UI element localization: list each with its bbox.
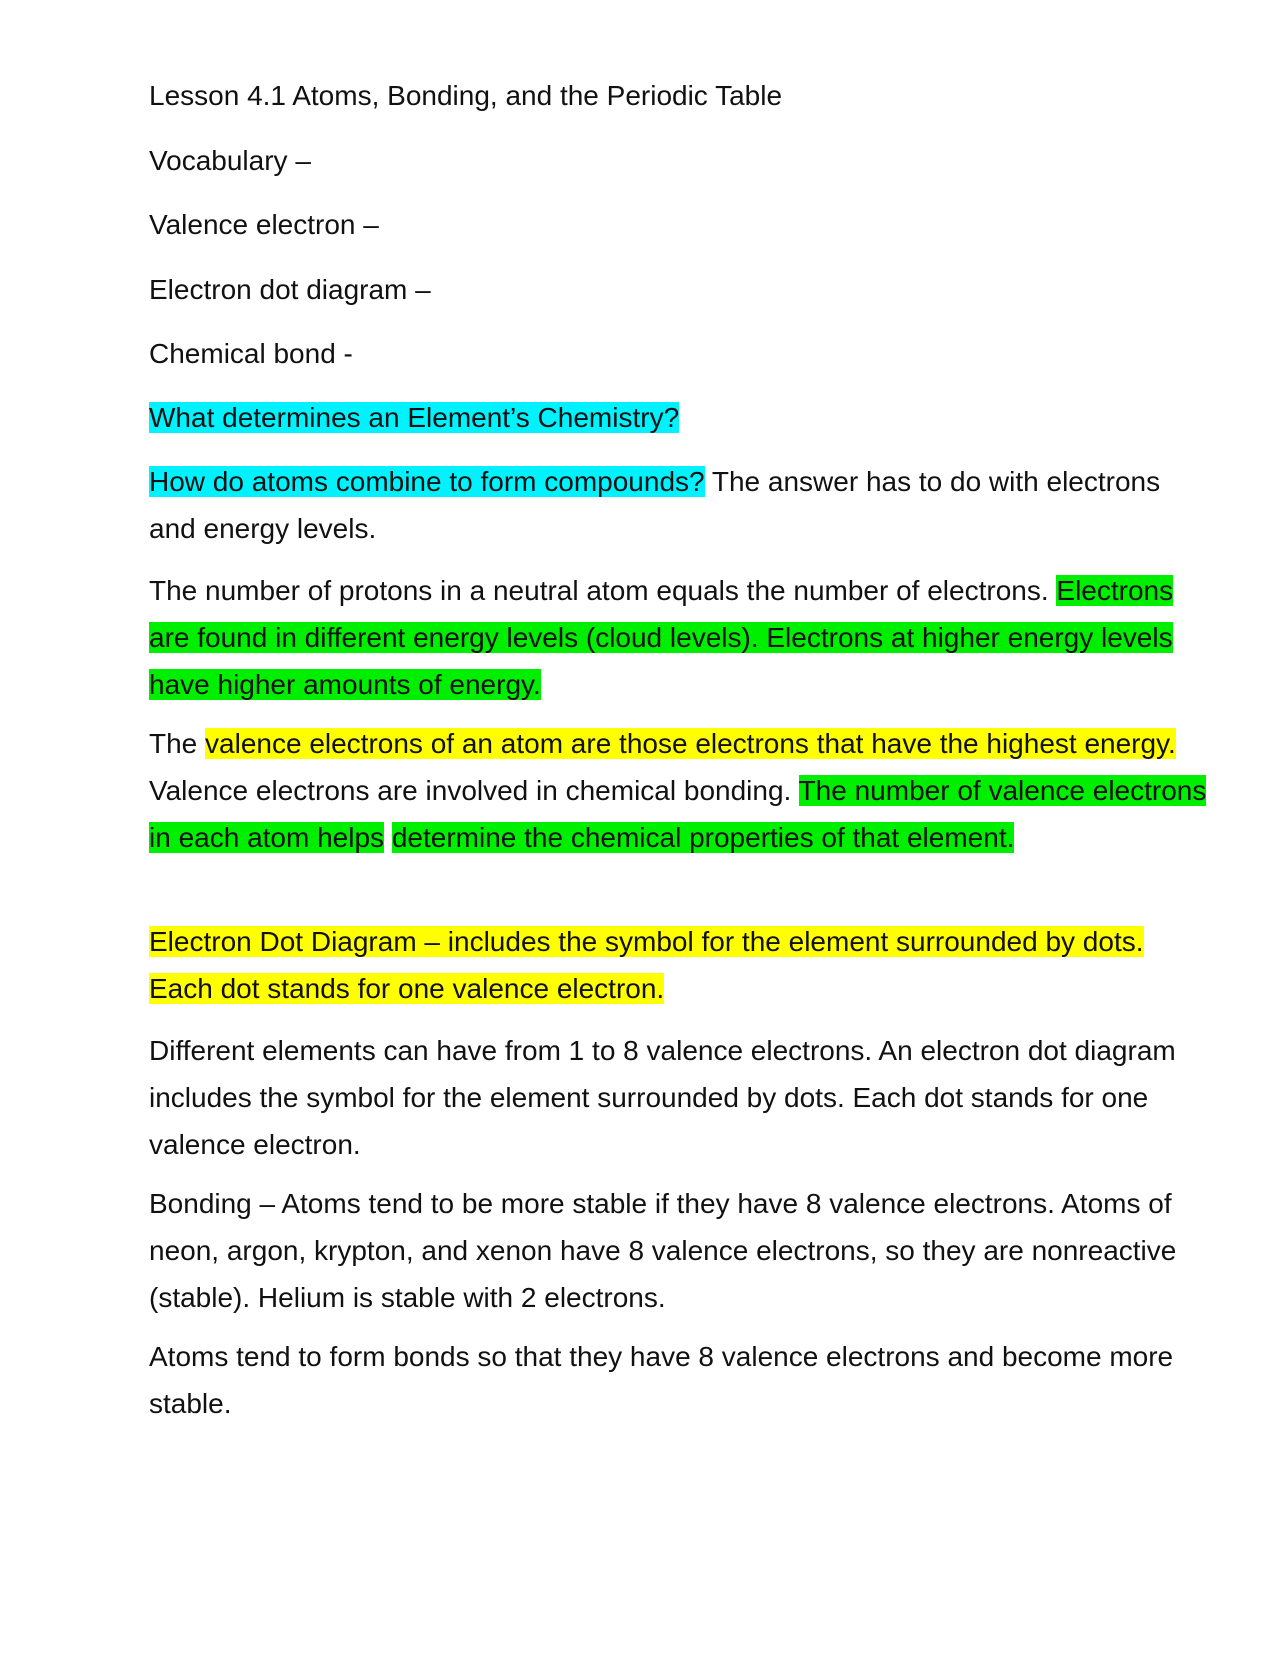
lesson-title: Lesson 4.1 Atoms, Bonding, and the Periodic Table (149, 80, 783, 111)
valence-lead: The (149, 728, 206, 759)
energy-levels-paragraph (149, 567, 1209, 708)
energy-levels-intro: The number of protons in a neutral atom equals the number of electrons. (149, 575, 1057, 606)
conclusion-paragraph: Atoms tend to form bonds so that they have 8 valence electrons and become more stable. (149, 1341, 1174, 1419)
vocab-term-electron-dot-diagram: Electron dot diagram – (149, 274, 431, 305)
different-elements-paragraph: Different elements can have from 1 to 8 valence electrons. An electron dot diagram includes the symbol for the element surrounded by dots. Each dot stands for one valence electron. (149, 1035, 1176, 1160)
valence-paragraph (149, 720, 1209, 861)
vocab-term-chemical-bond: Chemical bond - (149, 338, 353, 369)
dot-diagram-highlight: Electron Dot Diagram – includes the symbol for the element surrounded by dots. Each dot stands for one valence electron. (149, 926, 1144, 1004)
dot-diagram-paragraph (149, 918, 1209, 1012)
valence-properties-highlight: determine the chemical properties of that element. (391, 822, 1015, 853)
energy-levels-highlight: Electrons are found in different energy levels (cloud levels). Electrons at higher energy levels have higher amounts of energy. (149, 575, 1174, 700)
question-combine-answer: The answer has to do with electrons and energy levels. (149, 466, 1161, 544)
valence-number-highlight: The number of valence electrons in each atom helps (149, 775, 1207, 853)
question-combine-highlight: How do atoms combine to form compounds? (149, 466, 705, 497)
valence-definition-highlight: valence electrons of an atom are those electrons that have the highest energy. (205, 728, 1176, 759)
valence-gap (384, 822, 392, 853)
vocab-term-valence-electron: Valence electron – (149, 209, 379, 240)
vocabulary-heading: Vocabulary – (149, 145, 311, 176)
bonding-paragraph: Bonding – Atoms tend to be more stable if they have 8 valence electrons. Atoms of neon, argon, krypton, and xenon have 8 valence electrons, so they are nonreactive (stable). Helium is stable with 2 electrons. (149, 1188, 1177, 1313)
question-combine-paragraph (149, 458, 1209, 552)
question-element-chemistry-highlight: What determines an Element’s Chemistry? (149, 402, 680, 433)
question-element-chemistry (149, 394, 679, 441)
valence-bonding-text: Valence electrons are involved in chemical bonding. (149, 775, 799, 806)
